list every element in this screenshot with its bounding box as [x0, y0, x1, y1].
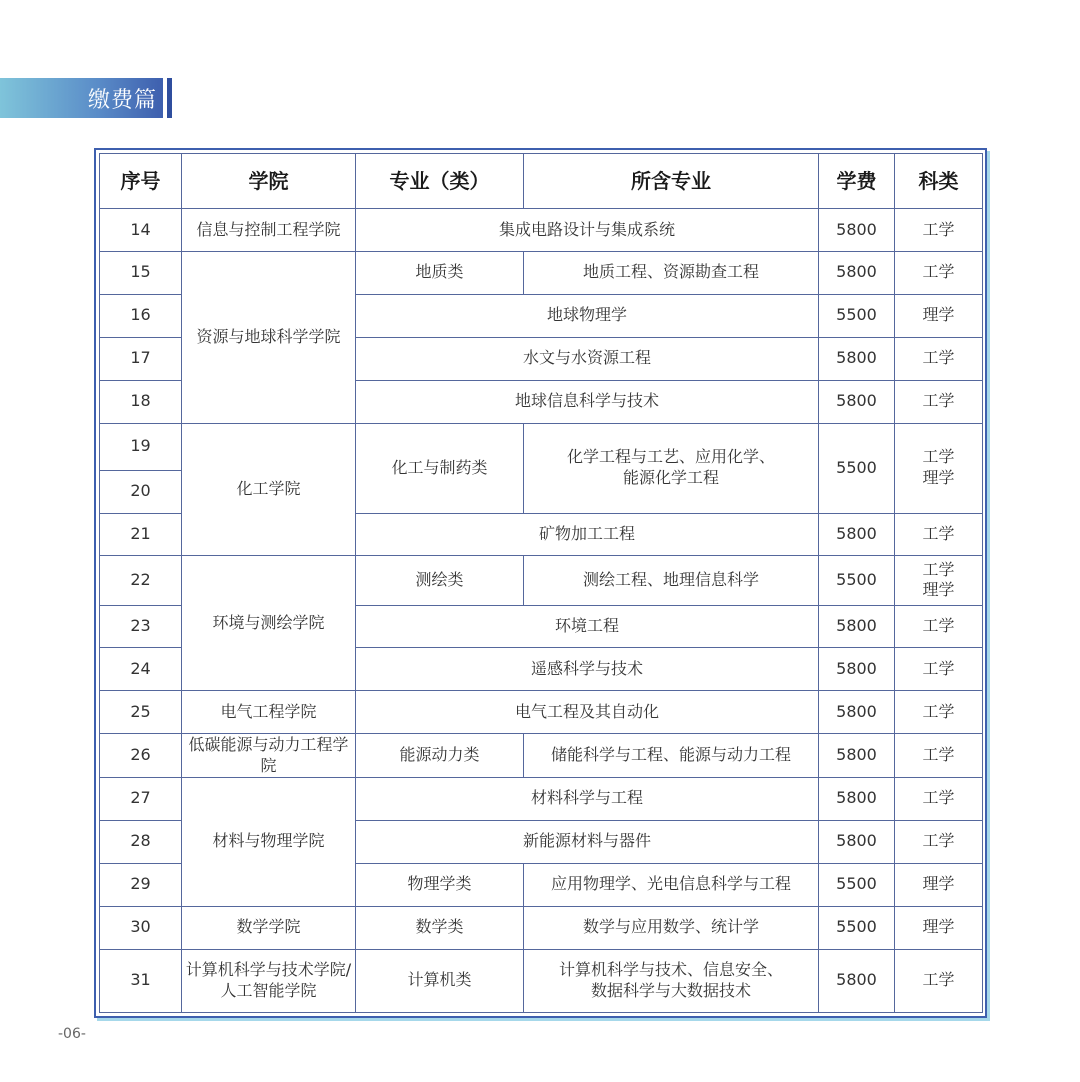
table-row	[100, 423, 983, 470]
table-row	[100, 906, 983, 949]
table-row	[100, 949, 983, 1013]
cell-category: 工学	[895, 820, 983, 863]
cell-no: 14	[100, 209, 182, 252]
cell-category: 工学	[895, 513, 983, 556]
cell-college: 数学学院	[182, 906, 356, 949]
cell-fee: 5800	[819, 605, 895, 648]
cell-no: 19	[100, 423, 182, 470]
cell-college: 低碳能源与动力工程学院	[182, 734, 356, 778]
cell-major-class: 地质类	[356, 251, 524, 294]
fee-table-frame	[94, 148, 987, 1018]
cell-category: 工学	[895, 734, 983, 778]
table-row	[100, 556, 983, 605]
header-majors: 所含专业	[524, 154, 819, 209]
cell-fee: 5800	[819, 949, 895, 1013]
majors-line-2: 数据科学与大数据技术	[590, 980, 751, 1000]
cell-no: 30	[100, 906, 182, 949]
category-line-2: 理学	[922, 468, 955, 488]
cell-no: 24	[100, 648, 182, 691]
cell-fee: 5800	[819, 820, 895, 863]
section-title: 缴费篇	[87, 87, 157, 113]
cell-category: 理学	[895, 294, 983, 337]
cell-fee: 5800	[819, 251, 895, 294]
cell-majors: 数学与应用数学、统计学	[524, 906, 819, 949]
cell-majors: 电气工程及其自动化	[356, 691, 819, 734]
cell-major-class: 数学类	[356, 906, 524, 949]
cell-majors: 遥感科学与技术	[356, 648, 819, 691]
cell-fee: 5800	[819, 513, 895, 556]
majors-line-1: 化学工程与工艺、应用化学、	[566, 447, 775, 467]
cell-fee: 5800	[819, 734, 895, 778]
cell-no: 20	[100, 470, 182, 513]
cell-fee: 5500	[819, 863, 895, 906]
cell-fee: 5800	[819, 777, 895, 820]
cell-no: 27	[100, 777, 182, 820]
cell-category: 工学	[895, 380, 983, 423]
table-row	[100, 734, 983, 778]
cell-majors	[524, 423, 819, 513]
cell-fee: 5800	[819, 337, 895, 380]
category-line-2: 理学	[922, 580, 955, 600]
cell-no: 25	[100, 691, 182, 734]
cell-fee: 5800	[819, 209, 895, 252]
cell-no: 22	[100, 556, 182, 605]
cell-category: 工学	[895, 209, 983, 252]
banner-accent-bar	[167, 78, 172, 118]
cell-no: 18	[100, 380, 182, 423]
cell-fee: 5500	[819, 556, 895, 605]
header-major-class: 专业（类）	[356, 154, 524, 209]
cell-majors: 集成电路设计与集成系统	[356, 209, 819, 252]
cell-no: 15	[100, 251, 182, 294]
cell-major-class: 计算机类	[356, 949, 524, 1013]
header-category: 科类	[895, 154, 983, 209]
cell-no: 21	[100, 513, 182, 556]
cell-majors: 地质工程、资源勘查工程	[524, 251, 819, 294]
college-line-2: 人工智能学院	[220, 980, 317, 1000]
cell-major-class: 能源动力类	[356, 734, 524, 778]
college-line-1: 计算机科学与技术学院/	[185, 959, 352, 979]
majors-line-2: 能源化学工程	[622, 468, 719, 488]
cell-majors: 地球物理学	[356, 294, 819, 337]
cell-no: 23	[100, 605, 182, 648]
header-fee: 学费	[819, 154, 895, 209]
cell-fee: 5800	[819, 691, 895, 734]
cell-majors: 矿物加工工程	[356, 513, 819, 556]
fee-table	[99, 153, 983, 1013]
cell-major-class: 物理学类	[356, 863, 524, 906]
majors-line-1: 计算机科学与技术、信息安全、	[558, 959, 783, 979]
cell-fee: 5800	[819, 380, 895, 423]
cell-college: 资源与地球科学学院	[182, 251, 356, 423]
table-row	[100, 777, 983, 820]
cell-college: 环境与测绘学院	[182, 556, 356, 691]
cell-no: 16	[100, 294, 182, 337]
cell-fee: 5800	[819, 648, 895, 691]
header-no: 序号	[100, 154, 182, 209]
cell-major-class: 化工与制药类	[356, 423, 524, 513]
cell-category: 工学	[895, 605, 983, 648]
cell-majors: 储能科学与工程、能源与动力工程	[524, 734, 819, 778]
cell-fee: 5500	[819, 294, 895, 337]
table-row	[100, 251, 983, 294]
cell-category: 理学	[895, 863, 983, 906]
cell-college: 电气工程学院	[182, 691, 356, 734]
cell-majors: 水文与水资源工程	[356, 337, 819, 380]
cell-majors: 新能源材料与器件	[356, 820, 819, 863]
cell-fee: 5500	[819, 906, 895, 949]
cell-majors: 地球信息科学与技术	[356, 380, 819, 423]
cell-majors: 环境工程	[356, 605, 819, 648]
cell-no: 17	[100, 337, 182, 380]
cell-college: 化工学院	[182, 423, 356, 556]
cell-no: 26	[100, 734, 182, 778]
cell-majors: 应用物理学、光电信息科学与工程	[524, 863, 819, 906]
cell-no: 29	[100, 863, 182, 906]
header-college: 学院	[182, 154, 356, 209]
page-number: -06-	[58, 1026, 86, 1042]
cell-majors	[524, 949, 819, 1013]
category-line-1: 工学	[922, 447, 955, 467]
cell-no: 28	[100, 820, 182, 863]
cell-no: 31	[100, 949, 182, 1013]
category-line-1: 工学	[922, 559, 955, 579]
cell-category: 工学	[895, 337, 983, 380]
table-row	[100, 209, 983, 252]
cell-majors: 材料科学与工程	[356, 777, 819, 820]
cell-category	[895, 556, 983, 605]
cell-category: 工学	[895, 648, 983, 691]
table-row	[100, 691, 983, 734]
cell-college: 材料与物理学院	[182, 777, 356, 906]
cell-category	[895, 423, 983, 513]
cell-category: 工学	[895, 777, 983, 820]
section-banner	[0, 78, 163, 118]
cell-category: 工学	[895, 251, 983, 294]
table-header-row	[100, 154, 983, 209]
cell-college: 信息与控制工程学院	[182, 209, 356, 252]
cell-category: 工学	[895, 691, 983, 734]
cell-fee: 5500	[819, 423, 895, 513]
cell-category: 理学	[895, 906, 983, 949]
cell-major-class: 测绘类	[356, 556, 524, 605]
cell-majors: 测绘工程、地理信息科学	[524, 556, 819, 605]
cell-college	[182, 949, 356, 1013]
cell-category: 工学	[895, 949, 983, 1013]
